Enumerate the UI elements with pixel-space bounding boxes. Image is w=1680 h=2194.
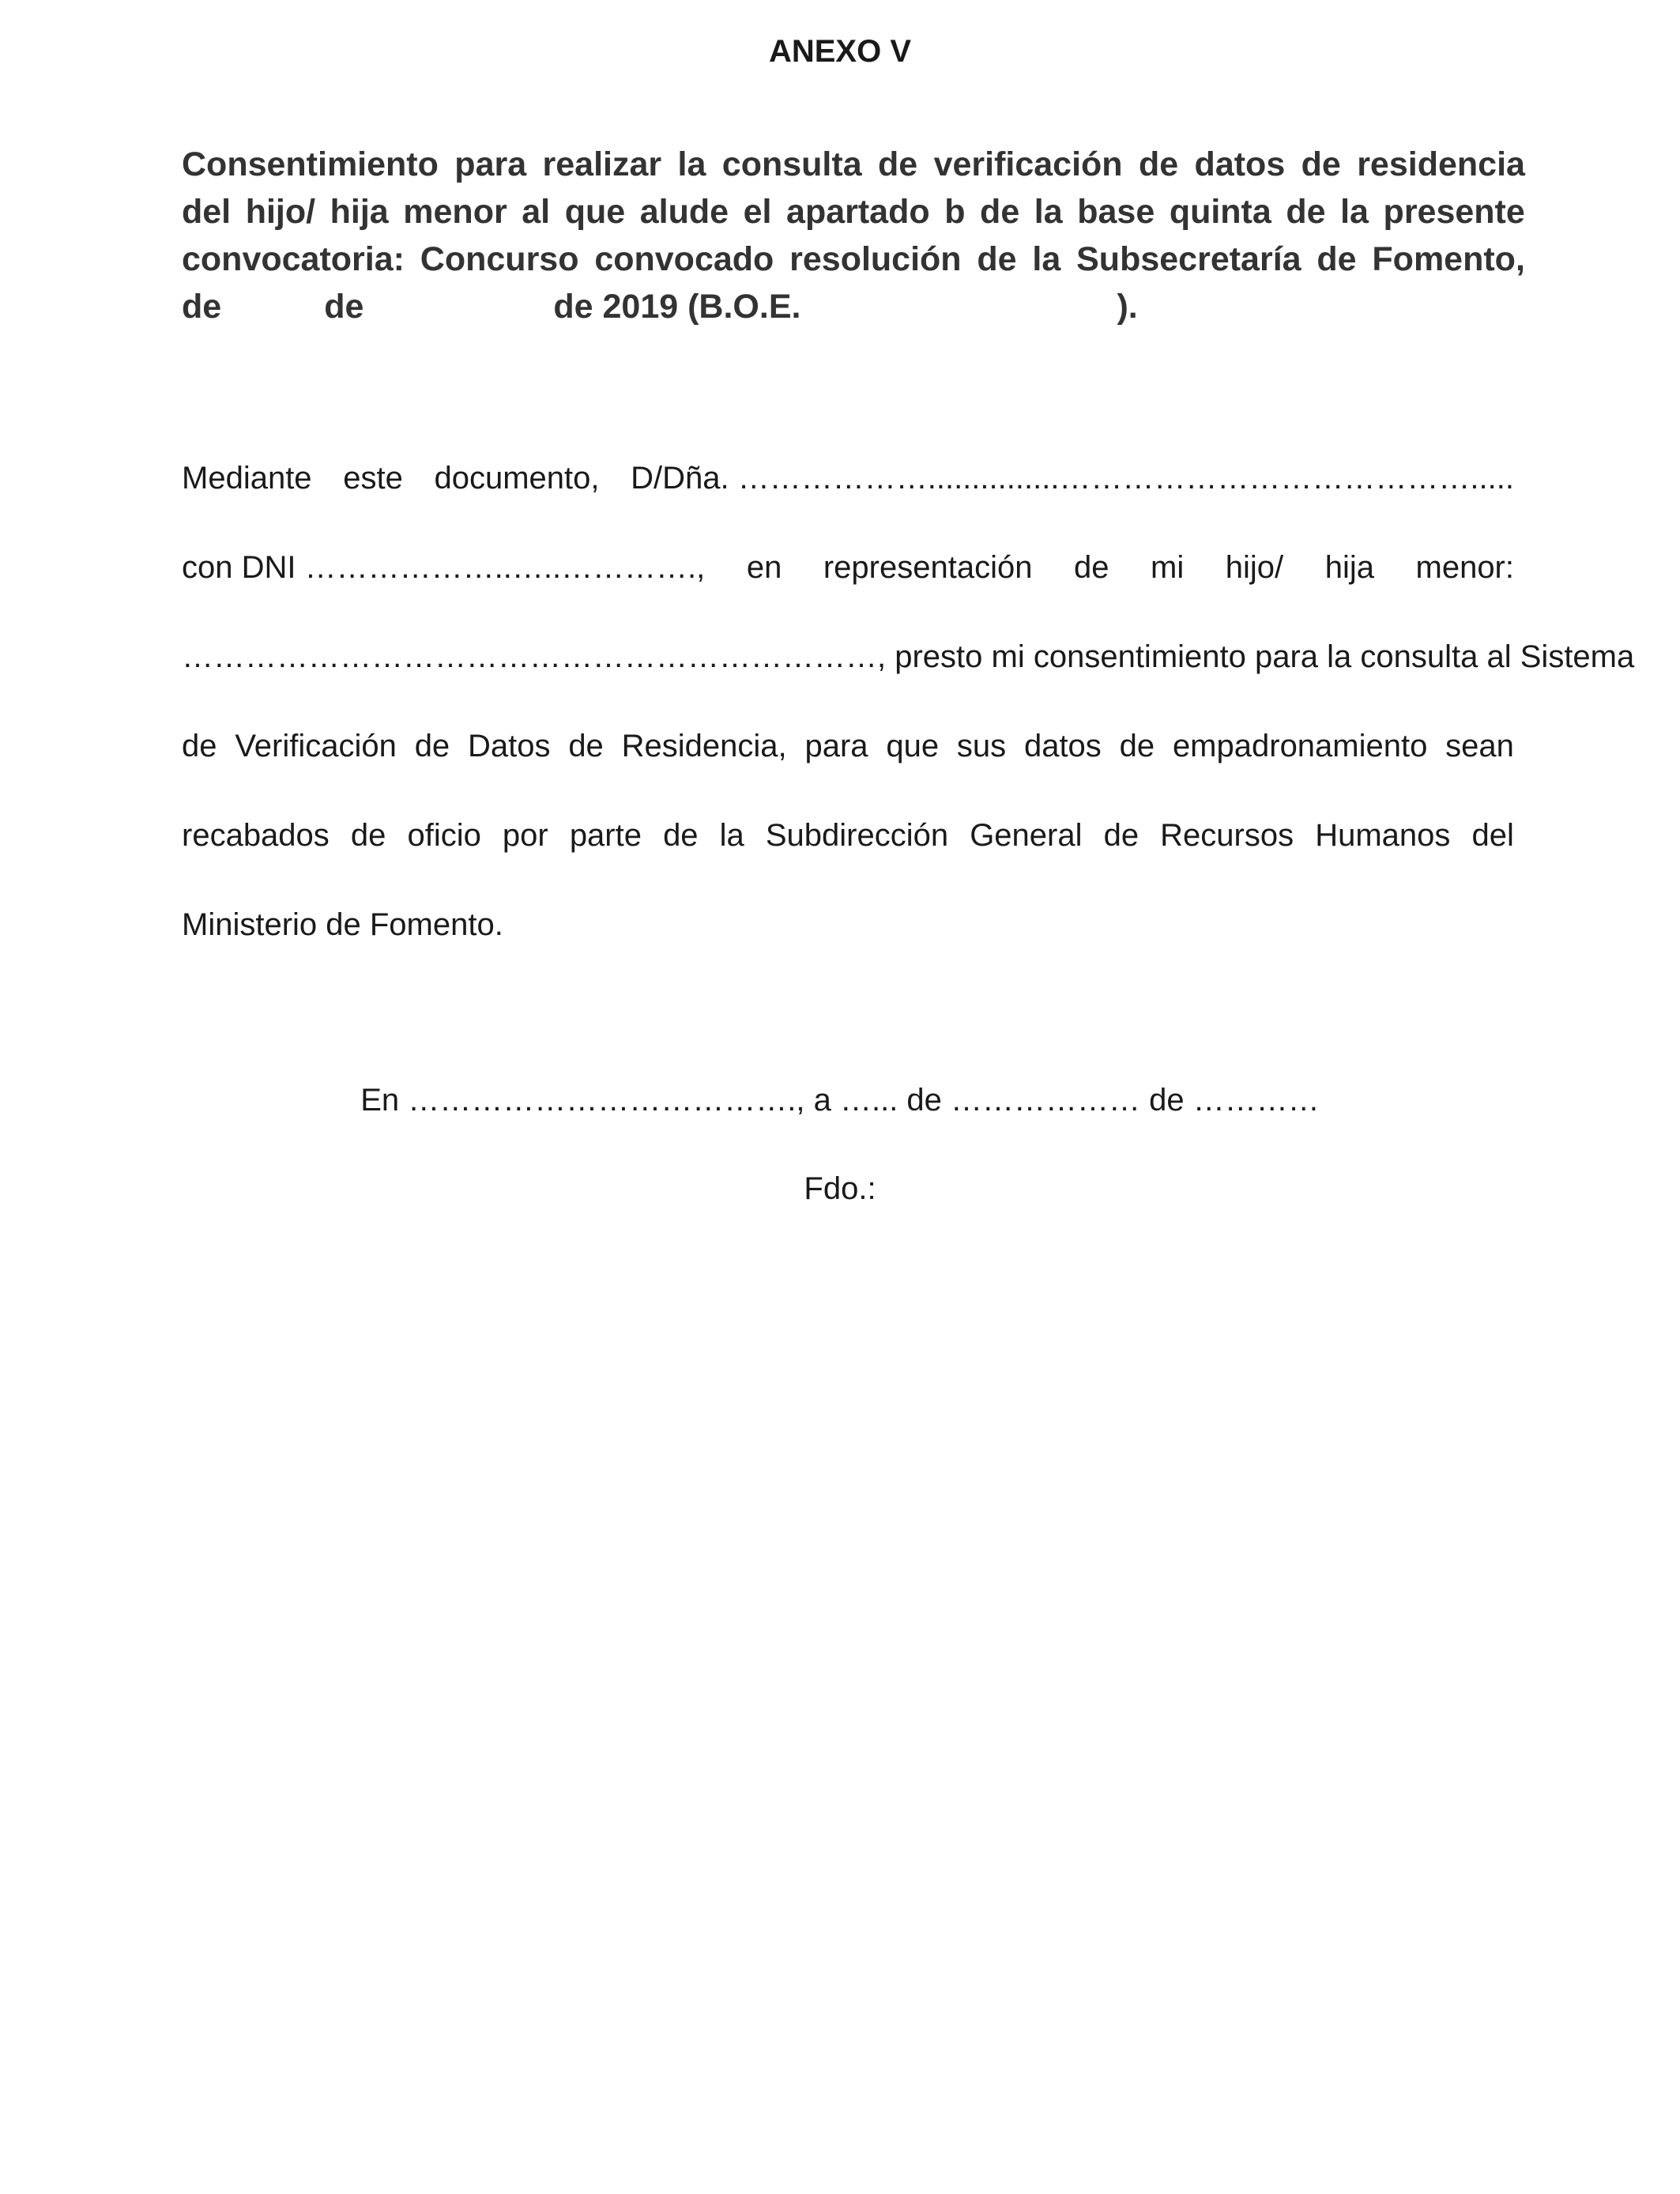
text-word: datos [1023, 729, 1102, 763]
text-word: apartado [786, 193, 930, 231]
text-word: hijo/ [1225, 550, 1284, 585]
text-word: D/Dña. ………………...............…………………………………..... [631, 461, 1514, 496]
text-word: menor: [1415, 550, 1514, 585]
text-word: el [743, 193, 772, 231]
text-word: hija [330, 193, 389, 231]
text-word: documento, [434, 461, 600, 496]
text-word: base [1077, 193, 1155, 231]
text-word: Datos [468, 729, 551, 763]
text-word: de [1317, 240, 1357, 278]
text-word: de [1286, 193, 1326, 231]
text-word: de [1119, 729, 1155, 763]
text-word: quinta [1169, 193, 1271, 231]
body-line-3 [182, 633, 1635, 722]
text-word: de [980, 193, 1020, 231]
text-word: consulta [721, 145, 862, 183]
body-line-6 [182, 901, 1514, 990]
body-text-segment: …………………………………………………………, presto mi consentimiento para la consulta al Sistema [182, 639, 1635, 674]
text-word: recabados [182, 818, 330, 853]
text-word: Verificación [235, 729, 397, 763]
heading-line-4 [182, 283, 1525, 330]
text-word: Concurso [420, 240, 579, 278]
place-date-line: En ………………………………., a …... de ……………… de ………… [360, 1083, 1320, 1118]
text-word: de [568, 729, 604, 763]
heading-word: de [182, 288, 222, 326]
signature-label: Fdo.: [804, 1171, 876, 1206]
text-word: la [1032, 240, 1061, 278]
text-word: Residencia, [621, 729, 787, 763]
text-word: Consentimiento [182, 145, 439, 183]
text-word: de [1103, 818, 1139, 853]
text-word: Mediante [182, 461, 312, 496]
body-text-segment: Ministerio de Fomento. [182, 907, 503, 942]
text-word: presente [1383, 193, 1525, 231]
text-word: de [1074, 550, 1109, 585]
text-word: la [1034, 193, 1063, 231]
body-line-5 [182, 812, 1514, 901]
text-word: la [719, 818, 744, 853]
text-word: de [878, 145, 918, 183]
text-word: por [502, 818, 548, 853]
text-word: de [182, 729, 217, 763]
text-word: la [1340, 193, 1369, 231]
text-word: de [414, 729, 450, 763]
text-word: Recursos [1160, 818, 1294, 853]
text-word: hija [1324, 550, 1374, 585]
text-word: datos [1194, 145, 1286, 183]
text-word: la [677, 145, 706, 183]
text-word: Fomento, [1372, 240, 1525, 278]
text-word: realizar [542, 145, 662, 183]
text-word: residencia [1357, 145, 1525, 183]
text-word: parte [569, 818, 642, 853]
heading-word: de [324, 288, 364, 326]
text-word: alude [639, 193, 729, 231]
text-word: de [977, 240, 1017, 278]
body-line-1 [182, 454, 1514, 544]
heading-line-1 [182, 141, 1525, 188]
text-word: verificación [933, 145, 1123, 183]
text-word: al [522, 193, 551, 231]
heading-boe-reference: de 2019 (B.O.E. [553, 288, 801, 326]
text-word: en [746, 550, 782, 585]
text-word: convocatoria: [182, 240, 405, 278]
text-word: convocado [594, 240, 774, 278]
text-word: sean [1445, 729, 1514, 763]
text-word: de [1138, 145, 1179, 183]
text-word: representación [823, 550, 1033, 585]
text-word: del [1471, 818, 1514, 853]
text-word: empadronamiento [1172, 729, 1428, 763]
text-word: oficio [407, 818, 481, 853]
text-word: Humanos [1315, 818, 1451, 853]
body-line-4 [182, 722, 1514, 812]
text-word: para [454, 145, 527, 183]
consent-paragraph [182, 454, 1635, 990]
heading-line-3 [182, 236, 1525, 283]
text-word: b [944, 193, 966, 231]
text-word: Subdirección [765, 818, 949, 853]
text-word: de [1301, 145, 1341, 183]
text-word: resolución [789, 240, 962, 278]
text-word: Subsecretaría [1076, 240, 1301, 278]
heading-line-2 [182, 188, 1525, 236]
text-word: del [182, 193, 232, 231]
document-heading [182, 141, 1525, 330]
text-word: que [886, 729, 940, 763]
text-word: General [970, 818, 1083, 853]
body-line-2 [182, 544, 1514, 633]
text-word: hijo/ [245, 193, 316, 231]
text-word: mi [1151, 550, 1185, 585]
text-word: con DNI ………………..…..…………., [182, 550, 706, 585]
text-word: para [804, 729, 868, 763]
text-word: de [663, 818, 699, 853]
text-word: de [350, 818, 386, 853]
text-word: que [564, 193, 626, 231]
annex-title: ANEXO V [768, 34, 912, 69]
heading-word: ). [1117, 288, 1138, 326]
text-word: menor [403, 193, 507, 231]
text-word: sus [956, 729, 1007, 763]
text-word: este [343, 461, 403, 496]
